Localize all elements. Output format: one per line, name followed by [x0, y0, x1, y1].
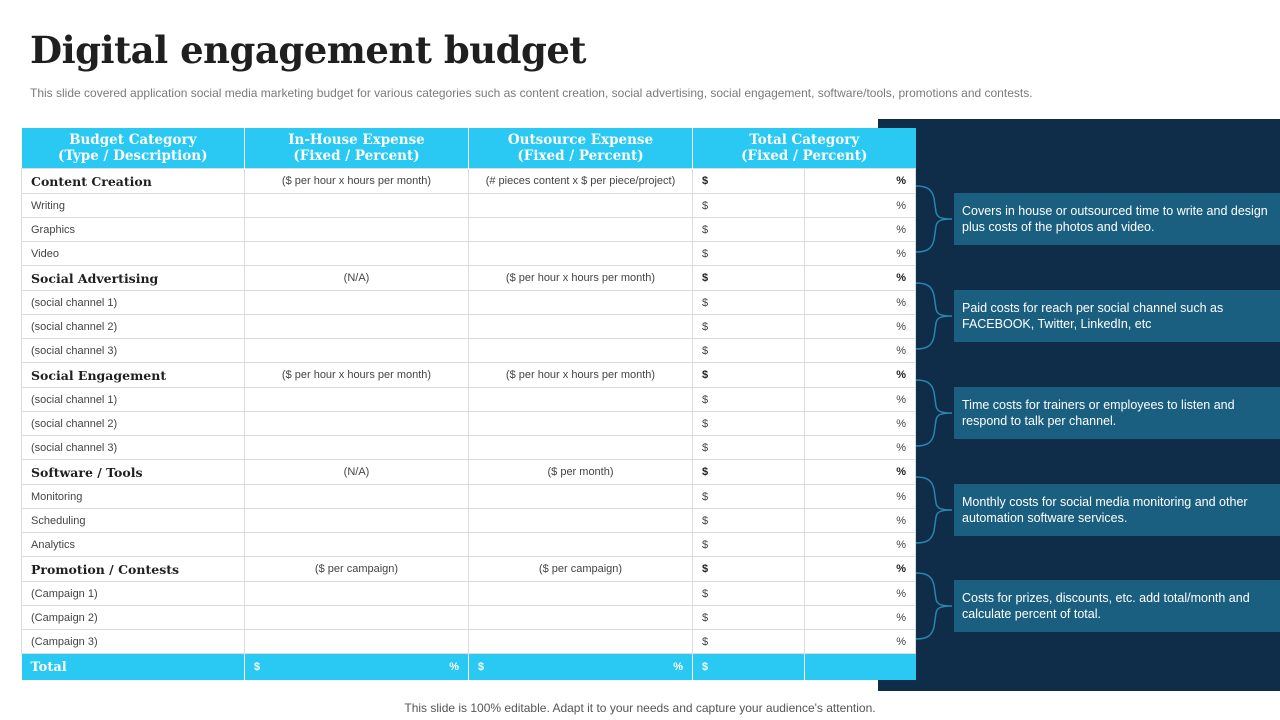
total-dollar-cell[interactable]: $	[693, 533, 805, 557]
inhouse-formula[interactable]: ($ per campaign)	[245, 557, 469, 582]
category-row	[22, 557, 916, 582]
item-label: (social channel 3)	[22, 339, 245, 363]
outsource-cell[interactable]	[469, 436, 693, 460]
category-row	[22, 460, 916, 485]
total-percent-cell[interactable]: %	[805, 533, 916, 557]
total-percent-cell[interactable]: %	[805, 630, 916, 654]
item-label: (Campaign 3)	[22, 630, 245, 654]
outsource-formula[interactable]: (# pieces content x $ per piece/project)	[469, 169, 693, 194]
note-box: Costs for prizes, discounts, etc. add total/month and calculate percent of total.	[954, 580, 1280, 632]
dollar-sign: $	[254, 661, 261, 673]
item-label: Graphics	[22, 218, 245, 242]
outsource-cell[interactable]	[469, 485, 693, 509]
header-line: (Fixed / Percent)	[741, 148, 868, 164]
brace-connector	[914, 475, 954, 545]
brace-connector	[914, 571, 954, 641]
header-line: (Fixed / Percent)	[517, 148, 644, 164]
footer-note: This slide is 100% editable. Adapt it to your needs and capture your audience's attention.	[404, 701, 876, 715]
item-label: Writing	[22, 194, 245, 218]
total-inhouse-cell[interactable]	[245, 654, 469, 681]
item-row	[22, 291, 916, 315]
header-inhouse-expense	[245, 128, 469, 169]
item-row	[22, 218, 916, 242]
total-percent-cell[interactable]: %	[805, 460, 916, 485]
header-line: (Fixed / Percent)	[293, 148, 420, 164]
item-label: (social channel 2)	[22, 412, 245, 436]
total-percent-cell[interactable]: %	[805, 339, 916, 363]
total-percent-cell[interactable]: %	[805, 242, 916, 266]
total-dollar-cell[interactable]: $	[693, 291, 805, 315]
header-line: (Type / Description)	[57, 148, 208, 164]
category-label: Social Advertising	[22, 266, 245, 291]
outsource-cell[interactable]	[469, 606, 693, 630]
note-box: Monthly costs for social media monitoring and other automation software services.	[954, 484, 1280, 536]
inhouse-cell[interactable]	[245, 436, 469, 460]
outsource-cell[interactable]	[469, 533, 693, 557]
total-percent-cell[interactable]: %	[805, 557, 916, 582]
item-row	[22, 242, 916, 266]
total-dollar-cell[interactable]: $	[693, 363, 805, 388]
item-row	[22, 194, 916, 218]
category-label: Social Engagement	[22, 363, 245, 388]
outsource-cell[interactable]	[469, 291, 693, 315]
item-label: (social channel 1)	[22, 388, 245, 412]
item-label: Video	[22, 242, 245, 266]
total-row	[22, 654, 916, 681]
header-line: Budget Category	[69, 132, 197, 148]
item-row	[22, 315, 916, 339]
inhouse-cell[interactable]	[245, 412, 469, 436]
item-label: Monitoring	[22, 485, 245, 509]
category-label: Promotion / Contests	[22, 557, 245, 582]
total-percent-cell[interactable]: %	[805, 436, 916, 460]
total-dollar-cell[interactable]: $	[693, 412, 805, 436]
outsource-formula[interactable]: ($ per campaign)	[469, 557, 693, 582]
outsource-formula[interactable]: ($ per hour x hours per month)	[469, 363, 693, 388]
total-percent-cell[interactable]: %	[805, 509, 916, 533]
total-percent-cell[interactable]: %	[805, 218, 916, 242]
inhouse-cell[interactable]	[245, 339, 469, 363]
inhouse-formula[interactable]: (N/A)	[245, 266, 469, 291]
outsource-cell[interactable]	[469, 630, 693, 654]
item-row	[22, 606, 916, 630]
total-percent-cell[interactable]: %	[805, 582, 916, 606]
outsource-formula[interactable]: ($ per month)	[469, 460, 693, 485]
dollar-sign: $	[478, 661, 485, 673]
total-percent-cell[interactable]: %	[805, 388, 916, 412]
inhouse-cell[interactable]	[245, 218, 469, 242]
outsource-cell[interactable]	[469, 388, 693, 412]
total-percent-cell[interactable]: %	[805, 169, 916, 194]
total-percent-cell[interactable]: %	[805, 412, 916, 436]
outsource-formula[interactable]: ($ per hour x hours per month)	[469, 266, 693, 291]
header-budget-category	[22, 128, 245, 169]
note-box: Time costs for trainers or employees to listen and respond to talk per channel.	[954, 387, 1280, 439]
total-label: Total	[22, 654, 245, 681]
note-box: Covers in house or outsourced time to write and design plus costs of the photos and video.	[954, 193, 1280, 245]
item-label: (social channel 1)	[22, 291, 245, 315]
page-title: Digital engagement budget	[30, 28, 586, 72]
total-dollar-cell[interactable]: $	[693, 266, 805, 291]
item-label: (Campaign 1)	[22, 582, 245, 606]
inhouse-cell[interactable]	[245, 242, 469, 266]
dollar-sign: $	[702, 661, 709, 673]
page-subtitle: This slide covered application social media marketing budget for various categories such as content creation, social advertising, social engagement, software/tools, promotions and contests.	[30, 86, 1033, 100]
total-outsource-cell[interactable]	[469, 654, 693, 681]
inhouse-cell[interactable]	[245, 533, 469, 557]
header-total-category	[693, 128, 916, 169]
category-row	[22, 266, 916, 291]
item-label: Analytics	[22, 533, 245, 557]
total-dollar-cell[interactable]: $	[693, 606, 805, 630]
outsource-cell[interactable]	[469, 194, 693, 218]
percent-sign: %	[673, 661, 683, 673]
total-dollar-cell[interactable]: $	[693, 485, 805, 509]
item-row	[22, 388, 916, 412]
inhouse-cell[interactable]	[245, 291, 469, 315]
total-dollar-cell[interactable]: $	[693, 509, 805, 533]
inhouse-cell[interactable]	[245, 485, 469, 509]
total-percent-cell[interactable]: %	[805, 266, 916, 291]
total-dollar-cell[interactable]: $	[693, 339, 805, 363]
outsource-cell[interactable]	[469, 242, 693, 266]
total-dollar-cell[interactable]: $	[693, 315, 805, 339]
total-dollar-cell[interactable]: $	[693, 460, 805, 485]
item-row	[22, 485, 916, 509]
total-percent-cell[interactable]: %	[805, 291, 916, 315]
inhouse-formula[interactable]: ($ per hour x hours per month)	[245, 169, 469, 194]
brace-connector	[914, 184, 954, 254]
inhouse-formula[interactable]: ($ per hour x hours per month)	[245, 363, 469, 388]
outsource-cell[interactable]	[469, 509, 693, 533]
table-header-row	[22, 128, 916, 169]
total-percent-cell[interactable]: %	[805, 363, 916, 388]
item-label: (social channel 2)	[22, 315, 245, 339]
total-dollar-cell[interactable]: $	[693, 388, 805, 412]
item-row	[22, 630, 916, 654]
total-dollar-cell[interactable]: $	[693, 218, 805, 242]
inhouse-cell[interactable]	[245, 388, 469, 412]
inhouse-formula[interactable]: (N/A)	[245, 460, 469, 485]
total-dollar-cell[interactable]: $	[693, 630, 805, 654]
total-percent-cell[interactable]: %	[805, 606, 916, 630]
note-box: Paid costs for reach per social channel such as FACEBOOK, Twitter, LinkedIn, etc	[954, 290, 1280, 342]
total-percent-cell[interactable]	[805, 654, 916, 681]
item-row	[22, 412, 916, 436]
total-dollar-cell[interactable]: $	[693, 436, 805, 460]
item-row	[22, 509, 916, 533]
total-percent-cell[interactable]: %	[805, 485, 916, 509]
category-label: Content Creation	[22, 169, 245, 194]
item-row	[22, 436, 916, 460]
header-line: Total Category	[749, 132, 860, 148]
total-dollar-cell[interactable]: $	[693, 582, 805, 606]
header-outsource-expense	[469, 128, 693, 169]
table-body	[22, 169, 916, 654]
category-label: Software / Tools	[22, 460, 245, 485]
brace-connector	[914, 281, 954, 351]
outsource-cell[interactable]	[469, 582, 693, 606]
item-label: (social channel 3)	[22, 436, 245, 460]
outsource-cell[interactable]	[469, 218, 693, 242]
total-dollar-cell[interactable]: $	[693, 242, 805, 266]
item-row	[22, 533, 916, 557]
brace-connector	[914, 378, 954, 448]
item-row	[22, 339, 916, 363]
inhouse-cell[interactable]	[245, 630, 469, 654]
total-dollar-cell[interactable]: $	[693, 557, 805, 582]
total-dollar-cell[interactable]: $	[693, 194, 805, 218]
category-row	[22, 363, 916, 388]
total-percent-cell[interactable]: %	[805, 315, 916, 339]
inhouse-cell[interactable]	[245, 509, 469, 533]
outsource-cell[interactable]	[469, 412, 693, 436]
outsource-cell[interactable]	[469, 339, 693, 363]
budget-table	[21, 128, 916, 680]
percent-sign: %	[449, 661, 459, 673]
header-line: In-House Expense	[288, 132, 425, 148]
category-row	[22, 169, 916, 194]
inhouse-cell[interactable]	[245, 606, 469, 630]
inhouse-cell[interactable]	[245, 315, 469, 339]
header-line: Outsource Expense	[507, 132, 654, 148]
total-dollar-cell[interactable]: $	[693, 169, 805, 194]
item-label: Scheduling	[22, 509, 245, 533]
inhouse-cell[interactable]	[245, 194, 469, 218]
total-percent-cell[interactable]: %	[805, 194, 916, 218]
outsource-cell[interactable]	[469, 315, 693, 339]
item-row	[22, 582, 916, 606]
inhouse-cell[interactable]	[245, 582, 469, 606]
item-label: (Campaign 2)	[22, 606, 245, 630]
total-dollar-cell[interactable]	[693, 654, 805, 681]
